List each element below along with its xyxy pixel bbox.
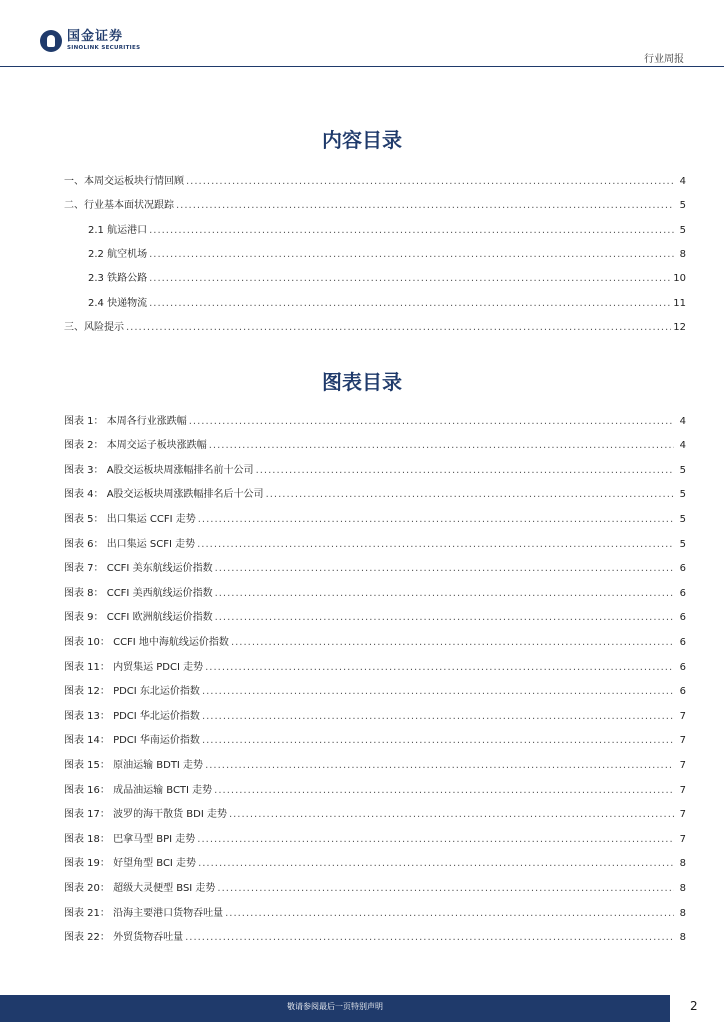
figure-entry-page: 6 (679, 662, 686, 673)
figure-entry[interactable] (64, 830, 686, 846)
figure-entry-page: 5 (679, 465, 686, 476)
figure-entry[interactable] (64, 854, 686, 870)
figure-entry[interactable] (64, 461, 686, 477)
toc-entry[interactable] (64, 172, 686, 188)
figures-title: 图表目录 (322, 370, 402, 394)
dot-leader (185, 932, 674, 943)
figure-entry-page: 8 (679, 858, 686, 869)
toc-entry[interactable] (64, 318, 686, 334)
toc-entry-page: 8 (679, 249, 686, 260)
figure-entry[interactable] (64, 510, 686, 526)
toc-entry[interactable] (64, 196, 686, 212)
toc-entry-page: 4 (679, 176, 686, 187)
toc-entry[interactable] (88, 294, 686, 310)
footer-disclaimer: 敬请参阅最后一页特别声明 (287, 1002, 383, 1011)
toc-entry[interactable] (88, 269, 686, 285)
figure-entry-page: 6 (679, 686, 686, 697)
figure-entry-page: 7 (679, 760, 686, 771)
logo-name-cn: 国金证券 (67, 29, 124, 44)
figure-entry[interactable] (64, 485, 686, 501)
figure-entry-page: 5 (679, 539, 686, 550)
dot-leader (214, 785, 674, 796)
report-type: 行业周报 (644, 54, 684, 65)
logo-name-en: SINOLINK SECURITIES (67, 45, 141, 51)
figure-entry[interactable] (64, 928, 686, 944)
figure-entry-label: 图表 9： CCFI 欧洲航线运价指数 (64, 612, 213, 623)
dot-leader (231, 637, 674, 648)
figure-entry-label: 图表 13： PDCI 华北运价指数 (64, 711, 200, 722)
dot-leader (149, 249, 674, 260)
figure-entry-page: 5 (679, 489, 686, 500)
figure-entry-page: 6 (679, 637, 686, 648)
toc-entry[interactable] (88, 245, 686, 261)
sinolink-logo-icon (40, 30, 62, 52)
dot-leader (202, 686, 674, 697)
toc-entry-page: 5 (679, 225, 686, 236)
figure-entry[interactable] (64, 904, 686, 920)
figure-entry[interactable] (64, 633, 686, 649)
toc-entry-label: 二、行业基本面状况跟踪 (64, 200, 174, 211)
figure-entry[interactable] (64, 412, 686, 428)
contents-title: 内容目录 (322, 128, 402, 152)
figure-entry-page: 7 (679, 735, 686, 746)
figure-entry[interactable] (64, 436, 686, 452)
sinolink-logo (40, 30, 140, 52)
figure-entry[interactable] (64, 682, 686, 698)
figure-entry-label: 图表 7： CCFI 美东航线运价指数 (64, 563, 213, 574)
figure-entry[interactable] (64, 658, 686, 674)
toc-entry-label: 2.1 航运港口 (88, 225, 148, 236)
toc-entry-page: 5 (679, 200, 686, 211)
figure-entry-label: 图表 6： 出口集运 SCFI 走势 (64, 539, 196, 550)
dot-leader (215, 588, 674, 599)
figure-entry[interactable] (64, 707, 686, 723)
figure-entry-label: 图表 2： 本周交运子板块涨跌幅 (64, 440, 207, 451)
figure-entry-label: 图表 16： 成品油运输 BCTI 走势 (64, 785, 213, 796)
figure-entry-label: 图表 19： 好望角型 BCI 走势 (64, 858, 197, 869)
figure-entry-label: 图表 10： CCFI 地中海航线运价指数 (64, 637, 229, 648)
figure-entry-label: 图表 3： A股交运板块周涨幅排名前十公司 (64, 465, 254, 476)
toc-entry-page: 11 (673, 298, 686, 309)
figure-entry[interactable] (64, 608, 686, 624)
dot-leader (205, 760, 674, 771)
figure-entry-label: 图表 20： 超级大灵便型 BSI 走势 (64, 883, 216, 894)
figure-entry-page: 8 (679, 932, 686, 943)
toc-entry[interactable] (88, 221, 686, 237)
figure-entry-page: 4 (679, 440, 686, 451)
figure-entry-label: 图表 1： 本周各行业涨跌幅 (64, 416, 187, 427)
dot-leader (215, 612, 674, 623)
figure-entry-page: 8 (679, 908, 686, 919)
figure-entry[interactable] (64, 756, 686, 772)
toc-entry-page: 12 (673, 322, 686, 333)
dot-leader (266, 489, 674, 500)
logo-text (67, 30, 140, 52)
figure-entry-page: 7 (679, 711, 686, 722)
toc-entry-label: 一、本周交运板块行情回顾 (64, 176, 184, 187)
dot-leader (149, 273, 671, 284)
figure-entry-label: 图表 18： 巴拿马型 BPI 走势 (64, 834, 196, 845)
dot-leader (202, 711, 674, 722)
figure-entry[interactable] (64, 584, 686, 600)
dot-leader (202, 735, 674, 746)
page-number: 2 (690, 999, 698, 1013)
dot-leader (205, 662, 674, 673)
toc-entry-label: 三、风险提示 (64, 322, 124, 333)
toc-entry-label: 2.2 航空机场 (88, 249, 148, 260)
dot-leader (225, 908, 674, 919)
figure-entry[interactable] (64, 805, 686, 821)
dot-leader (209, 440, 674, 451)
dot-leader (149, 298, 671, 309)
figure-entry-page: 6 (679, 588, 686, 599)
dot-leader (197, 834, 674, 845)
dot-leader (126, 322, 671, 333)
figure-entry-page: 6 (679, 612, 686, 623)
dot-leader (217, 883, 674, 894)
figure-entry-label: 图表 22： 外贸货物吞吐量 (64, 932, 184, 943)
figure-entry-label: 图表 8： CCFI 美西航线运价指数 (64, 588, 213, 599)
dot-leader (256, 465, 674, 476)
dot-leader (149, 225, 674, 236)
figure-entry-label: 图表 21： 沿海主要港口货物吞吐量 (64, 908, 224, 919)
dot-leader (198, 858, 674, 869)
dot-leader (186, 176, 674, 187)
page-header (0, 0, 724, 70)
figure-entry-label: 图表 5： 出口集运 CCFI 走势 (64, 514, 196, 525)
figure-entry-page: 5 (679, 514, 686, 525)
figure-entry[interactable] (64, 559, 686, 575)
dot-leader (197, 539, 674, 550)
figure-entry-label: 图表 14： PDCI 华南运价指数 (64, 735, 200, 746)
figure-entry-page: 7 (679, 785, 686, 796)
dot-leader (198, 514, 674, 525)
figure-entry-page: 6 (679, 563, 686, 574)
toc-entry-label: 2.3 铁路公路 (88, 273, 148, 284)
figure-entry-label: 图表 17： 波罗的海干散货 BDI 走势 (64, 809, 227, 820)
figure-entry-page: 7 (679, 809, 686, 820)
figure-entry-page: 8 (679, 883, 686, 894)
header-divider (0, 66, 724, 67)
dot-leader (229, 809, 674, 820)
dot-leader (176, 200, 674, 211)
dot-leader (215, 563, 674, 574)
figure-entry-page: 7 (679, 834, 686, 845)
figure-entry-label: 图表 11： 内贸集运 PDCI 走势 (64, 662, 204, 673)
figure-entry-label: 图表 15： 原油运输 BDTI 走势 (64, 760, 204, 771)
figure-entry[interactable] (64, 879, 686, 895)
figure-entry[interactable] (64, 535, 686, 551)
figure-entry-page: 4 (679, 416, 686, 427)
toc-entry-page: 10 (673, 273, 686, 284)
figure-entry[interactable] (64, 781, 686, 797)
figure-entry-label: 图表 4： A股交运板块周涨跌幅排名后十公司 (64, 489, 264, 500)
figure-entry[interactable] (64, 731, 686, 747)
toc-entry-label: 2.4 快递物流 (88, 298, 148, 309)
figure-entry-label: 图表 12： PDCI 东北运价指数 (64, 686, 200, 697)
dot-leader (189, 416, 674, 427)
